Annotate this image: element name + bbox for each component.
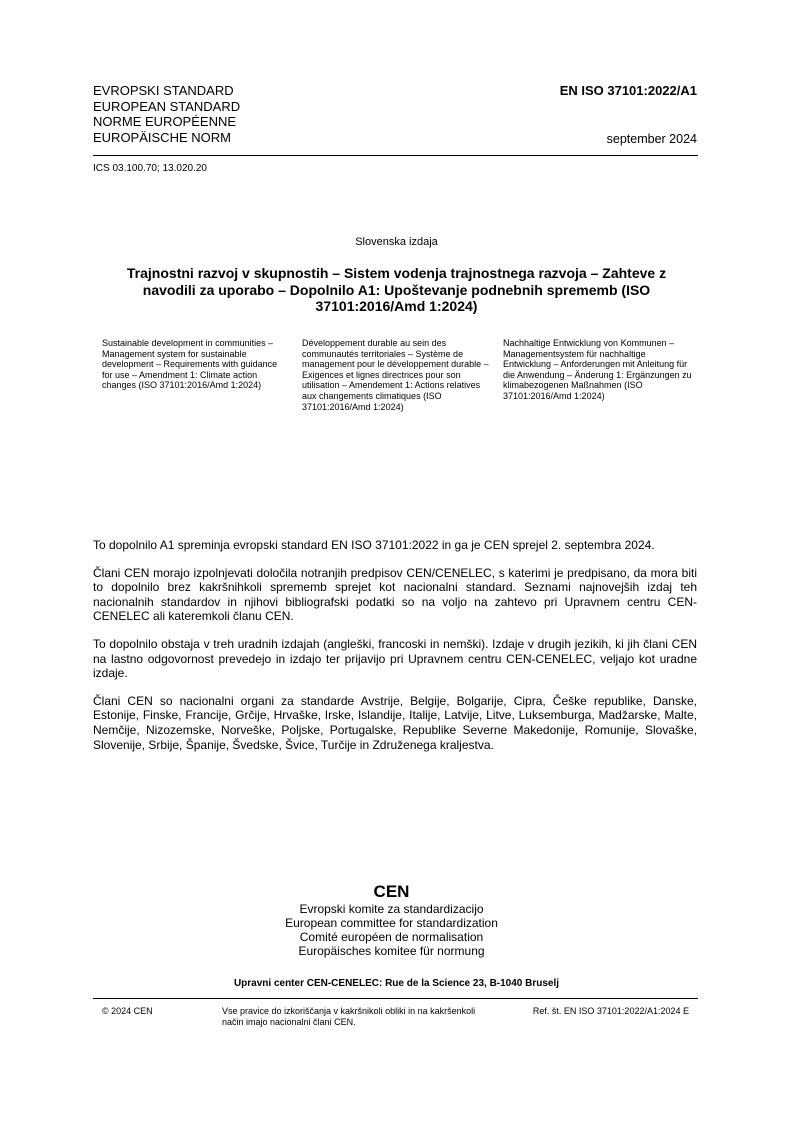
title-english: Sustainable development in communities – Management system for sustainable development – Requirements with guidance for use – Amendment 1: Climate action changes (ISO 37101:2016/Amd 1:2024) [102,338,278,391]
management-centre-address: Upravni center CEN-CENELEC: Rue de la Science 23, B-1040 Bruselj [233,978,560,989]
cen-title: CEN [373,882,410,901]
standard-name-de: EUROPÄISCHE NORM [93,129,231,145]
cen-name-sl: Evropski komite za standardizacijo [299,902,484,916]
standard-name-sl: EVROPSKI STANDARD [93,83,234,98]
publication-date: september 2024 [606,132,697,146]
standard-name-en: EUROPEAN STANDARD [93,98,241,114]
body-text [93,538,697,765]
edition-label: Slovenska izdaja [355,236,438,248]
paragraph-official-versions: To dopolnilo obstaja v treh uradnih izdajah (angleški, francoski in nemški). Izdaje v drugih jezikih, ki jih člani CEN na lastno odgovornost prevedejo in izdajo ter prijavijo pri Upravnem centru CEN-CENELEC, veljajo kot uradne izdaje. [93,636,697,681]
standard-name-fr: NORME EUROPÉENNE [93,114,237,129]
standard-names [93,83,240,145]
standard-code: EN ISO 37101:2022/A1 [559,83,697,98]
footer-divider [93,998,698,999]
cen-name-de: Europäisches komitee für normung [298,944,485,958]
paragraph-adoption: To dopolnilo A1 spreminja evropski standard EN ISO 37101:2022 in ga je CEN sprejel 2. septembra 2024. [93,538,655,552]
ics-codes: ICS 03.100.70; 13.020.20 [93,163,207,174]
title-french: Développement durable au sein des communautés territoriales – Système de management pour le développement durable – Exigences et lignes directrices pour son utilisation – Amendement 1: Actions relatives aux changements climatiques (ISO 37101:2016/Amd 1:2024) [302,338,489,412]
title-german: Nachhaltige Entwicklung von Kommunen – Managementsystem für nachhaltige Entwicklung – Anforderungen mit Anleitung für die Anwendung – Änderung 1: Ergänzungen zu klimabezogenen Maßnahmen (ISO 37101:2016/Amd 1:2024) [503,338,692,401]
document-title: Trajnostni razvoj v skupnostih – Sistem vodenja trajnostnega razvoja – Zahteve z navodili za uporabo – Dopolnilo A1: Upoštevanje podnebnih sprememb (ISO 37101:2016/Amd 1:2024) [126,265,667,314]
paragraph-obligations: Člani CEN morajo izpolnjevati določila notranjih predpisov CEN/CENELEC, s katerimi je predpisano, da mora biti to dopolnilo brez kakršnihkoli sprememb sprejet kot nacionalni standard. Seznami najnovejših izdaj teh nacionalnih standardov in njihovi bibliografski podatki so na voljo na zahtevo pri Upravnem centru CEN-CENELEC ali kateremkoli članu CEN. [93,565,697,624]
cen-name-en: European committee for standardization [285,916,498,930]
copyright: © 2024 CEN [102,1006,153,1016]
paragraph-members: Člani CEN so nacionalni organi za standarde Avstrije, Belgije, Bolgarije, Cipra, Češke republike, Danske, Estonije, Finske, Francije, Grčije, Hrvaške, Irske, Islandije, Italije, Latvije, Litve, Luksemburga, Madžarske, Malte, Nemčije, Nizozemske, Norveške, Poljske, Portugalske, Republike Severne Makedonije, Romunije, Slovaške, Slovenije, Srbije, Španije, Švedske, Švice, Turčije in Združenega kraljestva. [93,693,697,752]
rights-notice: Vse pravice do izkoriščanja v kakršnikoli obliki in na kakršenkoli način imajo nacionalni člani CEN. [222,1006,476,1027]
reference-number: Ref. št. EN ISO 37101:2022/A1:2024 E [532,1006,689,1016]
header-divider [93,155,698,156]
cen-block [0,882,783,958]
cen-name-fr: Comité européen de normalisation [299,930,484,944]
